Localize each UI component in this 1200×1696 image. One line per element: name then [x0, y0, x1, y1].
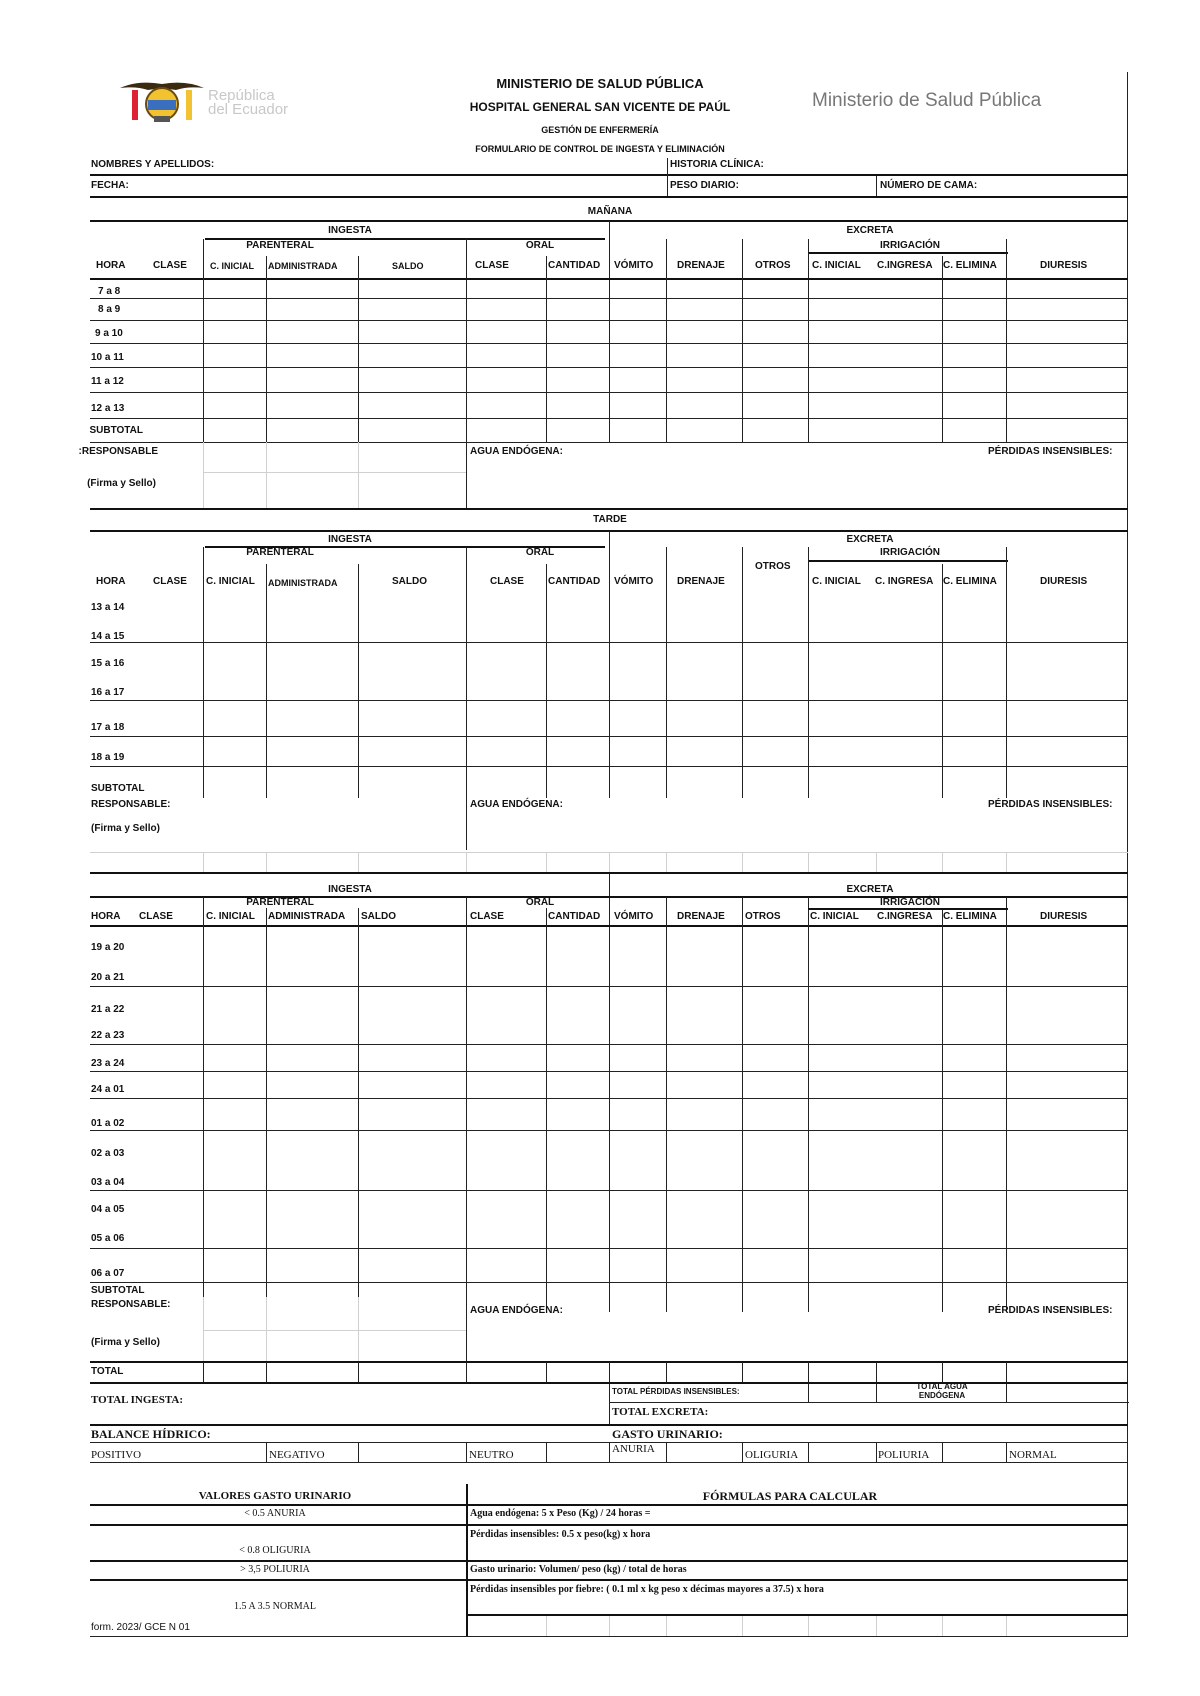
- logo-text-line2: del Ecuador: [208, 101, 289, 118]
- n-hour-1: 19 a 20: [91, 942, 125, 953]
- formula-gasto: Gasto urinario: Volumen/ peso (kg) / total de horas: [470, 1564, 687, 1575]
- weight-label: PESO DIARIO:: [670, 180, 739, 191]
- m-col-diuresis: DIURESIS: [1040, 260, 1088, 271]
- n-hour-2: 20 a 21: [91, 972, 125, 983]
- n-col-diuresis: DIURESIS: [1040, 911, 1088, 922]
- a-hour-1: 13 a 14: [91, 602, 125, 613]
- n-col-otros: OTROS: [745, 911, 781, 922]
- m-hour-4: 10 a 11: [91, 352, 124, 363]
- values-title: VALORES GASTO URINARIO: [198, 1490, 352, 1502]
- a-col-cinicial: C. INICIAL: [206, 576, 255, 587]
- m-col-cingresa: C.INGRESA: [877, 260, 933, 271]
- n-col-celimina: C. ELIMINA: [943, 911, 997, 922]
- a-col-cingresa: C. INGRESA: [875, 576, 934, 587]
- n-col-cinicial-irr: C. INICIAL: [810, 911, 859, 922]
- n-perdidas: PÉRDIDAS INSENSIBLES:: [988, 1305, 1113, 1316]
- m-col-clase: CLASE: [153, 260, 187, 271]
- msp-logo-text: Ministerio de Salud Pública: [812, 90, 1042, 111]
- a-col-diuresis: DIURESIS: [1040, 576, 1088, 587]
- a-col-celimina: C. ELIMINA: [943, 576, 997, 587]
- m-hour-2: 8 a 9: [98, 304, 121, 315]
- night-excreta: EXCRETA: [846, 884, 894, 895]
- m-col-vomito: VÓMITO: [614, 260, 654, 271]
- night-irrigacion: IRRIGACIÓN: [880, 897, 940, 908]
- n-col-cantidad: CANTIDAD: [548, 911, 601, 922]
- m-hour-6: 12 a 13: [91, 403, 125, 414]
- afternoon-excreta: EXCRETA: [846, 534, 894, 545]
- m-col-celimina: C. ELIMINA: [943, 260, 997, 271]
- a-col-cinicial-irr: C. INICIAL: [812, 576, 861, 587]
- value-anuria: < 0.5 ANURIA: [244, 1508, 306, 1519]
- a-subtotal: SUBTOTAL: [91, 783, 145, 794]
- value-poliuria: > 3,5 POLIURIA: [240, 1564, 310, 1575]
- neutro-label: NEUTRO: [469, 1449, 514, 1461]
- form-title: FORMULARIO DE CONTROL DE INGESTA Y ELIMINACIÓN: [475, 144, 725, 154]
- morning-oral: ORAL: [525, 240, 555, 251]
- a-col-administrada: ADMINISTRADA: [268, 578, 338, 588]
- m-responsable: RESPONSABLE:: [78, 446, 158, 457]
- n-hour-8: 02 a 03: [91, 1148, 125, 1159]
- n-col-hora: HORA: [91, 911, 121, 922]
- n-hour-4: 22 a 23: [91, 1030, 125, 1041]
- n-hour-11: 05 a 06: [91, 1233, 125, 1244]
- n-agua-endogena: AGUA ENDÓGENA:: [470, 1305, 563, 1316]
- logo-text-line1: República: [208, 87, 275, 104]
- a-col-hora: HORA: [96, 576, 126, 587]
- m-perdidas: PÉRDIDAS INSENSIBLES:: [988, 446, 1113, 457]
- n-col-vomito: VÓMITO: [614, 911, 654, 922]
- a-hour-3: 15 a 16: [91, 658, 125, 669]
- a-col-cantidad: CANTIDAD: [548, 576, 601, 587]
- n-col-cinicial: C. INICIAL: [206, 911, 255, 922]
- a-col-clase: CLASE: [153, 576, 187, 587]
- positivo-label: POSITIVO: [91, 1449, 142, 1461]
- a-col-vomito: VÓMITO: [614, 576, 654, 587]
- total-agua-label-1: TOTAL AGUA: [916, 1382, 968, 1391]
- value-normal: 1.5 A 3.5 NORMAL: [234, 1601, 316, 1612]
- morning-excreta: EXCRETA: [846, 225, 894, 236]
- n-firma: (Firma y Sello): [91, 1337, 160, 1348]
- m-col-hora: HORA: [96, 260, 126, 271]
- m-col-cantidad: CANTIDAD: [548, 260, 601, 271]
- a-hour-4: 16 a 17: [91, 687, 125, 698]
- n-hour-9: 03 a 04: [91, 1177, 125, 1188]
- n-subtotal: SUBTOTAL: [91, 1285, 145, 1296]
- m-col-cinicial: C. INICIAL: [210, 261, 254, 271]
- total-agua-label-2: ENDÓGENA: [918, 1391, 966, 1400]
- n-hour-12: 06 a 07: [91, 1268, 125, 1279]
- total-ingesta-label: TOTAL INGESTA:: [91, 1394, 184, 1406]
- m-agua-endogena: AGUA ENDÓGENA:: [470, 446, 563, 457]
- m-col-clase-oral: CLASE: [475, 260, 509, 271]
- n-col-clase-oral: CLASE: [470, 911, 504, 922]
- m-col-otros: OTROS: [755, 260, 791, 271]
- a-firma: (Firma y Sello): [91, 823, 160, 834]
- total-perdidas-label: TOTAL PÉRDIDAS INSENSIBLES:: [612, 1387, 740, 1396]
- anuria-label: ANURIA: [612, 1443, 655, 1455]
- formula-perdidas: Pérdidas insensibles: 0.5 x peso(kg) x hora: [470, 1529, 651, 1540]
- poliuria-label: POLIURIA: [878, 1449, 930, 1461]
- m-hour-5: 11 a 12: [91, 376, 124, 387]
- n-col-cingresa: C.INGRESA: [877, 911, 933, 922]
- a-hour-6: 18 a 19: [91, 752, 125, 763]
- n-hour-10: 04 a 05: [91, 1204, 125, 1215]
- night-oral: ORAL: [525, 897, 555, 908]
- morning-irrigacion: IRRIGACIÓN: [880, 240, 940, 251]
- oliguria-label: OLIGURIA: [745, 1449, 799, 1461]
- afternoon-parenteral: PARENTERAL: [246, 547, 314, 558]
- n-hour-6: 24 a 01: [91, 1084, 125, 1095]
- formula-agua: Agua endógena: 5 x Peso (Kg) / 24 horas =: [470, 1508, 651, 1519]
- value-oliguria: < 0.8 OLIGURIA: [239, 1545, 311, 1556]
- total-excreta-label: TOTAL EXCRETA:: [612, 1406, 709, 1418]
- hospital-title: HOSPITAL GENERAL SAN VICENTE DE PAÚL: [469, 100, 731, 114]
- formulas-title: FÓRMULAS PARA CALCULAR: [702, 1489, 878, 1503]
- afternoon-ingesta: INGESTA: [328, 534, 372, 545]
- a-col-clase-oral: CLASE: [490, 576, 524, 587]
- ministry-title: MINISTERIO DE SALUD PÚBLICA: [496, 76, 704, 91]
- department-title: GESTIÓN DE ENFERMERÍA: [541, 125, 659, 135]
- m-subtotal: SUBTOTAL: [89, 425, 143, 436]
- a-col-saldo: SALDO: [392, 576, 427, 587]
- n-col-administrada: ADMINISTRADA: [268, 911, 346, 922]
- night-ingesta: INGESTA: [328, 884, 372, 895]
- negativo-label: NEGATIVO: [269, 1449, 325, 1461]
- a-hour-2: 14 a 15: [91, 631, 125, 642]
- total-label: TOTAL: [91, 1366, 124, 1377]
- n-hour-7: 01 a 02: [91, 1118, 125, 1129]
- form-code: form. 2023/ GCE N 01: [91, 1622, 190, 1633]
- m-hour-1: 7 a 8: [98, 286, 121, 297]
- history-label: HISTORIA CLÍNICA:: [670, 159, 764, 170]
- m-firma: (Firma y Sello): [87, 478, 156, 489]
- n-col-drenaje: DRENAJE: [677, 911, 725, 922]
- name-label: NOMBRES Y APELLIDOS:: [91, 159, 215, 170]
- a-responsable: RESPONSABLE:: [91, 799, 171, 810]
- a-perdidas: PÉRDIDAS INSENSIBLES:: [988, 799, 1113, 810]
- m-col-cinicial-irr: C. INICIAL: [812, 260, 861, 271]
- balance-label: BALANCE HÍDRICO:: [91, 1427, 211, 1441]
- night-parenteral: PARENTERAL: [246, 897, 314, 908]
- a-col-drenaje: DRENAJE: [677, 576, 725, 587]
- n-hour-5: 23 a 24: [91, 1058, 125, 1069]
- a-agua-endogena: AGUA ENDÓGENA:: [470, 799, 563, 810]
- n-col-saldo: SALDO: [361, 911, 396, 922]
- morning-title: MAÑANA: [587, 206, 633, 217]
- n-responsable: RESPONSABLE:: [91, 1299, 171, 1310]
- bed-label: NÚMERO DE CAMA:: [880, 180, 978, 191]
- gasto-label: GASTO URINARIO:: [612, 1427, 723, 1441]
- afternoon-oral: ORAL: [525, 547, 555, 558]
- a-col-otros: OTROS: [755, 561, 791, 572]
- n-hour-3: 21 a 22: [91, 1004, 125, 1015]
- a-hour-5: 17 a 18: [91, 722, 125, 733]
- m-col-administrada: ADMINISTRADA: [268, 261, 338, 271]
- morning-ingesta: INGESTA: [328, 225, 372, 236]
- normal-label: NORMAL: [1009, 1449, 1057, 1461]
- afternoon-irrigacion: IRRIGACIÓN: [880, 547, 940, 558]
- morning-parenteral: PARENTERAL: [246, 240, 314, 251]
- m-col-drenaje: DRENAJE: [677, 260, 725, 271]
- formula-fiebre: Pérdidas insensibles por fiebre: ( 0.1 ml x kg peso x décimas mayores a 37.5) x hora: [470, 1584, 824, 1595]
- ecuador-emblem-icon: [118, 78, 206, 124]
- n-col-clase: CLASE: [139, 911, 173, 922]
- date-label: FECHA:: [91, 180, 129, 191]
- m-hour-3: 9 a 10: [95, 328, 123, 339]
- m-col-saldo: SALDO: [392, 261, 424, 271]
- afternoon-title: TARDE: [593, 514, 627, 525]
